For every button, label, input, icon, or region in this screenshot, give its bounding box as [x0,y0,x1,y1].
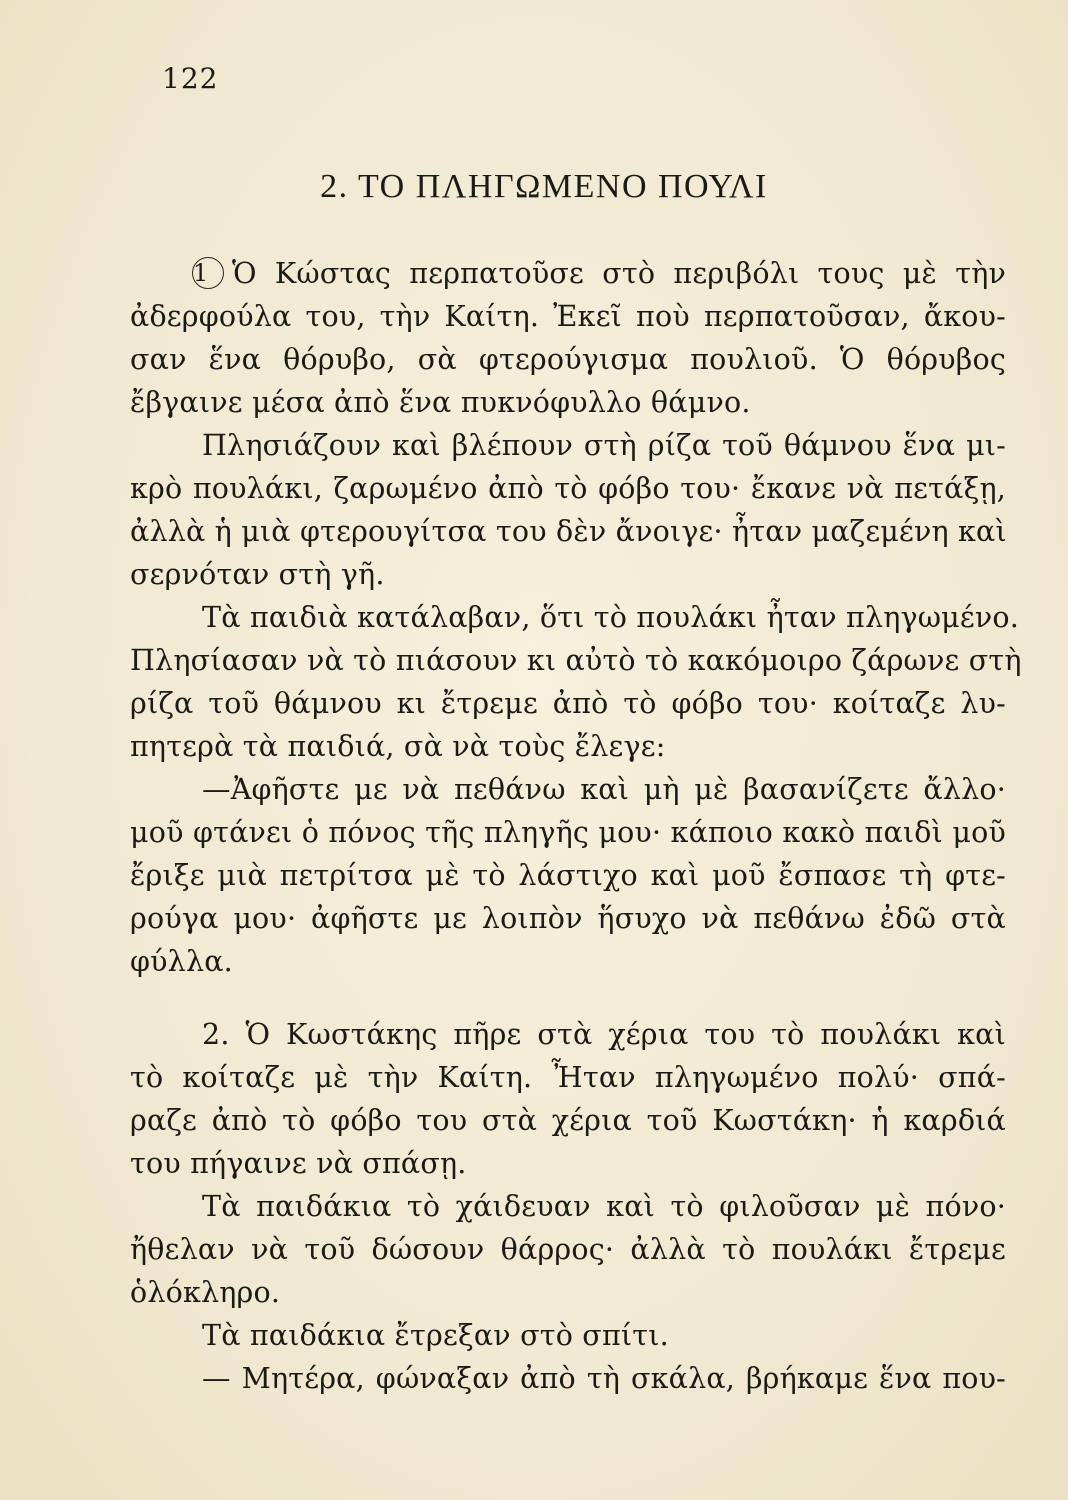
text-line: ἔριξε μιὰ πετρίτσα μὲ τὸ λάστιχο καὶ μοῦ ἔσπασε τὴ φτε- [130,859,1006,892]
text-line: ἤθελαν νὰ τοῦ δώσουν θάρρος· ἀλλὰ τὸ πουλάκι ἔτρεμε [130,1233,1006,1266]
page-number: 122 [162,62,219,95]
text-line: Τὰ παιδάκια ἔτρεξαν στὸ σπίτι. [202,1319,669,1352]
text-line: σερνόταν στὴ γῆ. [130,558,385,591]
section-gap [130,983,1006,1013]
text-line: ἀδερφούλα του, τὴν Καίτη. Ἐκεῖ ποὺ περπατοῦσαν, ἄκου- [130,300,1006,333]
text-line: ραζε ἀπὸ τὸ φόβο του στὰ χέρια τοῦ Κωστάκη· ἡ καρδιά [130,1104,1006,1137]
chapter-title: 2. ΤΟ ΠΛΗΓΩΜΕΝΟ ΠΟΥΛΙ [320,168,768,205]
text-line [130,252,1006,295]
text-line: κρὸ πουλάκι, ζαρωμένο ἀπὸ τὸ φόβο του· ἔκανε νὰ πετάξῃ, [130,472,1006,505]
text-line: ὁλόκληρο. [130,1276,281,1309]
paragraph-number-marker: 1 [192,257,224,289]
text-line: — Μητέρα, φώναξαν ἀπὸ τὴ σκάλα, βρήκαμε ἕνα που- [202,1362,1006,1395]
text-line: σαν ἕνα θόρυβο, σὰ φτερούγισμα πουλιοῦ. Ὁ θόρυβος [130,343,1006,376]
text-line: ρίζα τοῦ θάμνου κι ἔτρεμε ἀπὸ τὸ φόβο του· κοίταζε λυ- [130,687,1006,720]
text-line: τὸ κοίταζε μὲ τὴν Καίτη. Ἦταν πληγωμένο πολύ· σπά- [130,1061,1006,1094]
text-line: Τὰ παιδιὰ κατάλαβαν, ὅτι τὸ πουλάκι ἦταν πληγωμένο. [202,601,1020,634]
text-line: του πήγαινε νὰ σπάσῃ. [130,1147,467,1180]
text-line: Πλησίασαν νὰ τὸ πιάσουν κι αὐτὸ τὸ κακόμοιρο ζάρωνε στὴ [130,644,1022,677]
text-line: ρούγα μου· ἀφῆστε με λοιπὸν ἥσυχο νὰ πεθάνω ἐδῶ στὰ [130,902,1006,935]
text-line: πητερὰ τὰ παιδιά, σὰ νὰ τοὺς ἔλεγε: [130,730,666,763]
text-line: φύλλα. [130,945,233,978]
text-line: —Ἀφῆστε με νὰ πεθάνω καὶ μὴ μὲ βασανίζετε ἄλλο· [202,773,1006,806]
text-line: ἀλλὰ ἡ μιὰ φτερουγίτσα του δὲν ἄνοιγε· ἦταν μαζεμένη καὶ [130,515,1007,548]
body-text [130,252,1022,1400]
text-line: Πλησιάζουν καὶ βλέπουν στὴ ρίζα τοῦ θάμνου ἕνα μι- [202,429,1006,462]
text-line: 2. Ὁ Κωστάκης πῆρε στὰ χέρια του τὸ πουλάκι καὶ [202,1018,1006,1051]
text-line: μοῦ φτάνει ὁ πόνος τῆς πληγῆς μου· κάποιο κακὸ παιδὶ μοῦ [130,816,1006,849]
text-line: ἔβγαινε μέσα ἀπὸ ἕνα πυκνόφυλλο θάμνο. [130,386,751,419]
text-line: Τὰ παιδάκια τὸ χάιδευαν καὶ τὸ φιλοῦσαν μὲ πόνο· [202,1190,1006,1223]
line-text: Ὁ Κώστας περπατοῦσε στὸ περιβόλι τους μὲ τὴν [232,257,1006,290]
